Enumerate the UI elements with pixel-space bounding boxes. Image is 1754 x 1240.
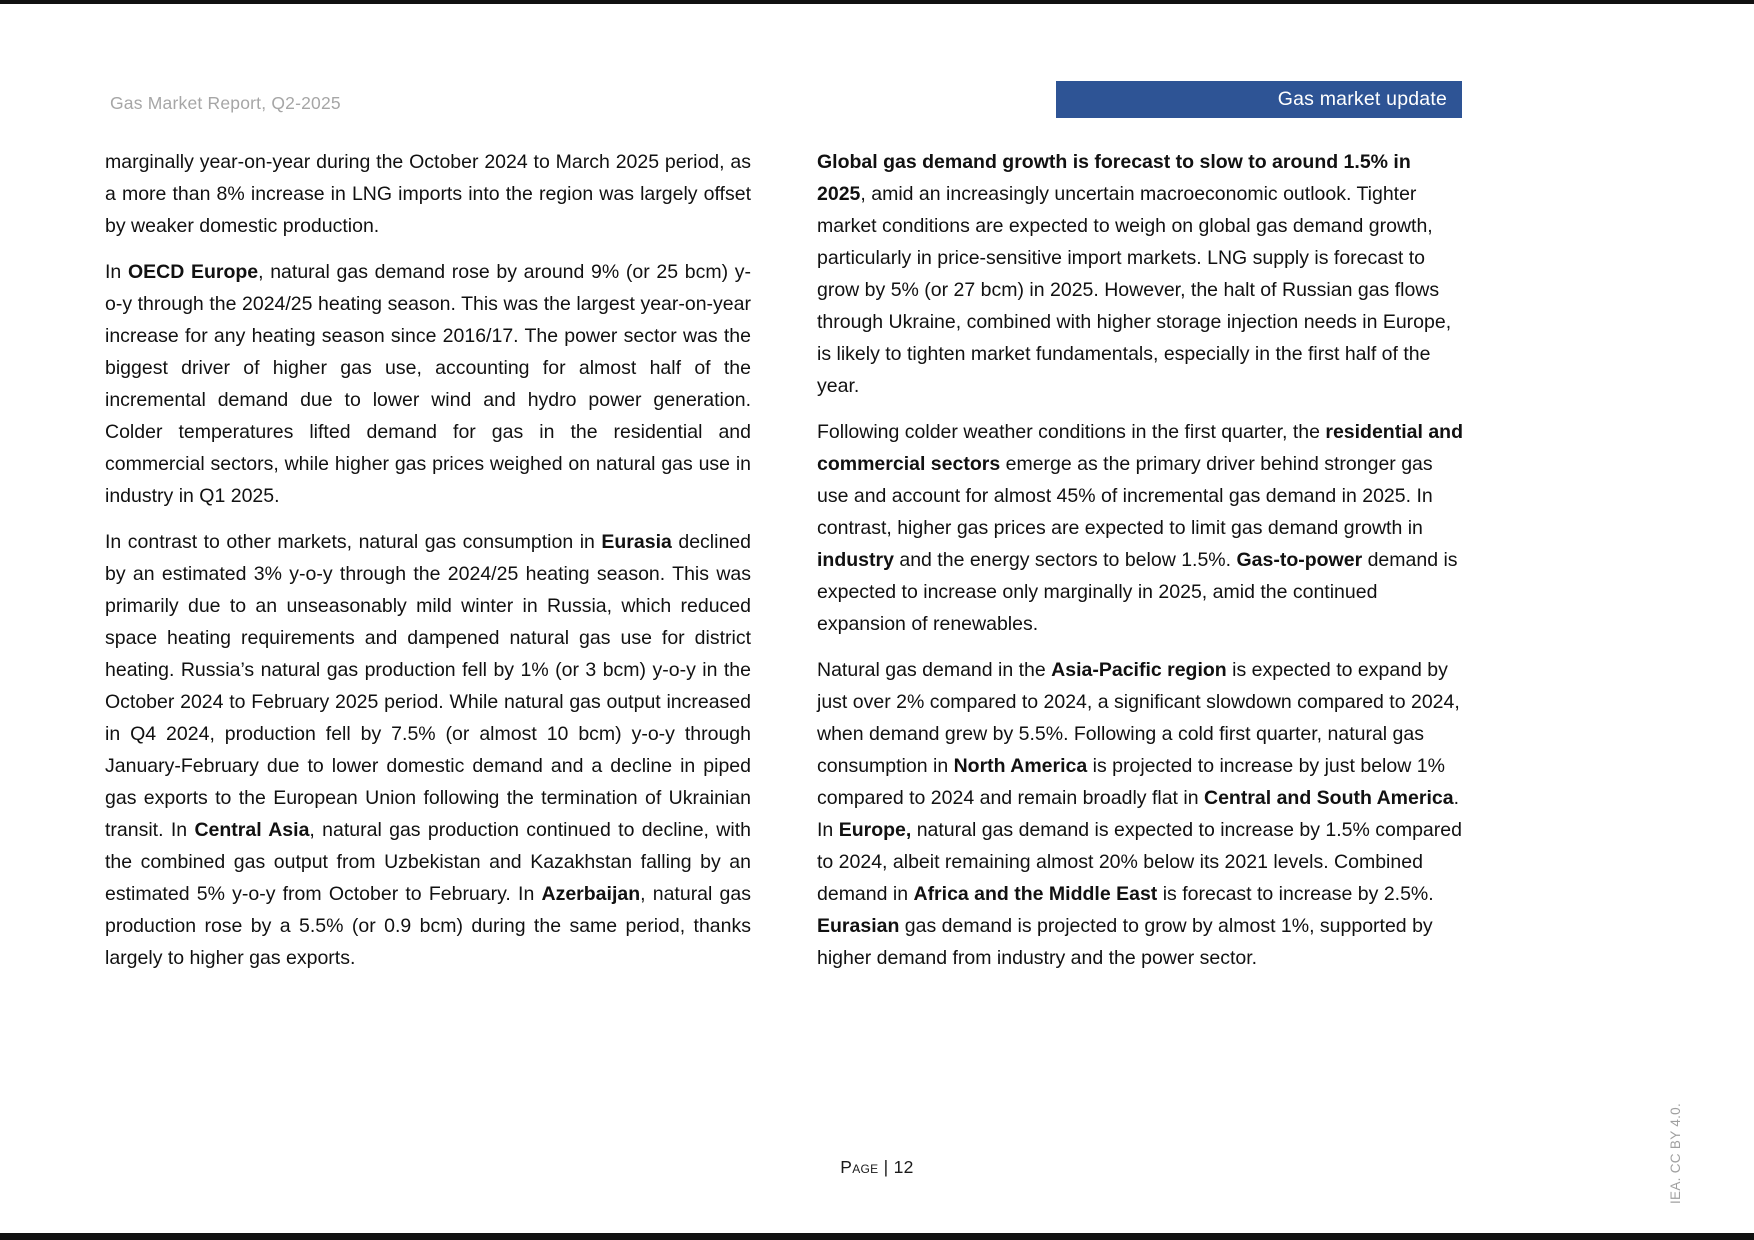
- paragraph: Natural gas demand in the Asia-Pacific region is expected to expand by just over 2% compared to 2024, a significant slowdown compared to 2024, when demand grew by 5.5%. Following a cold first quarter, natural gas consumption in North America is projected to increase by just below 1% compared to 2024 and remain broadly flat in Central and South America. In Europe, natural gas demand is expected to increase by 1.5% compared to 2024, albeit remaining almost 20% below its 2021 levels. Combined demand in Africa and the Middle East is forecast to increase by 2.5%. Eurasian gas demand is projected to grow by almost 1%, supported by higher demand from industry and the power sector.: [817, 659, 1462, 969]
- section-banner-label: Gas market update: [1277, 88, 1447, 110]
- paragraph: Global gas demand growth is forecast to slow to around 1.5% in 2025, amid an increasingly uncertain macroeconomic outlook. Tighter market conditions are expected to weigh on global gas demand growth, particularly in price-sensitive import markets. LNG supply is forecast to grow by 5% (or 27 bcm) in 2025. However, the halt of Russian gas flows through Ukraine, combined with higher storage injection needs in Europe, is likely to tighten market fundamentals, especially in the first half of the year.: [817, 151, 1452, 397]
- section-banner: [1056, 81, 1462, 118]
- paragraph: Following colder weather conditions in the first quarter, the residential and commercial sectors emerge as the primary driver behind stronger gas use and account for almost 45% of incremental gas demand in 2025. In contrast, higher gas prices are expected to limit gas demand growth in industry and the energy sectors to below 1.5%. Gas-to-power demand is expected to increase only marginally in 2025, amid the continued expansion of renewables.: [817, 421, 1463, 635]
- paragraph: In contrast to other markets, natural gas consumption in Eurasia declined by an estimated 3% y-o-y through the 2024/25 heating season. This was primarily due to an unseasonably mild winter in Russia, which reduced space heating requirements and dampened natural gas use for district heating. Russia’s natural gas production fell by 1% (or 3 bcm) y-o-y in the October 2024 to February 2025 period. While natural gas output increased in Q4 2024, production fell by 7.5% (or almost 10 bcm) y-o-y through January-February due to lower domestic demand and a decline in piped gas exports to the European Union following the termination of Ukrainian transit. In Central Asia, natural gas production continued to decline, with the combined gas output from Uzbekistan and Kazakhstan falling by an estimated 5% y-o-y from October to February. In Azerbaijan, natural gas production rose by a 5.5% (or 0.9 bcm) during the same period, thanks largely to higher gas exports.: [105, 531, 751, 969]
- page-edge-bottom: [0, 1233, 1754, 1240]
- right-text-column: [817, 146, 1463, 988]
- paragraph: marginally year-on-year during the October 2024 to March 2025 period, as a more than 8% increase in LNG imports into the region was largely offset by weaker domestic production.: [105, 151, 751, 237]
- license-attribution-vertical: IEA. CC BY 4.0.: [1668, 1102, 1683, 1204]
- report-title: Gas Market Report, Q2-2025: [110, 93, 341, 113]
- paragraph: In OECD Europe, natural gas demand rose by around 9% (or 25 bcm) y-o-y through the 2024/25 heating season. This was the largest year-on-year increase for any heating season since 2016/17. The power sector was the biggest driver of higher gas use, accounting for almost half of the incremental demand due to lower wind and hydro power generation. Colder temperatures lifted demand for gas in the residential and commercial sectors, while higher gas prices weighed on natural gas use in industry in Q1 2025.: [105, 261, 751, 507]
- left-text-column: [105, 146, 751, 988]
- page-edge-top: [0, 0, 1754, 4]
- page-number-label: Page | 12: [840, 1157, 914, 1177]
